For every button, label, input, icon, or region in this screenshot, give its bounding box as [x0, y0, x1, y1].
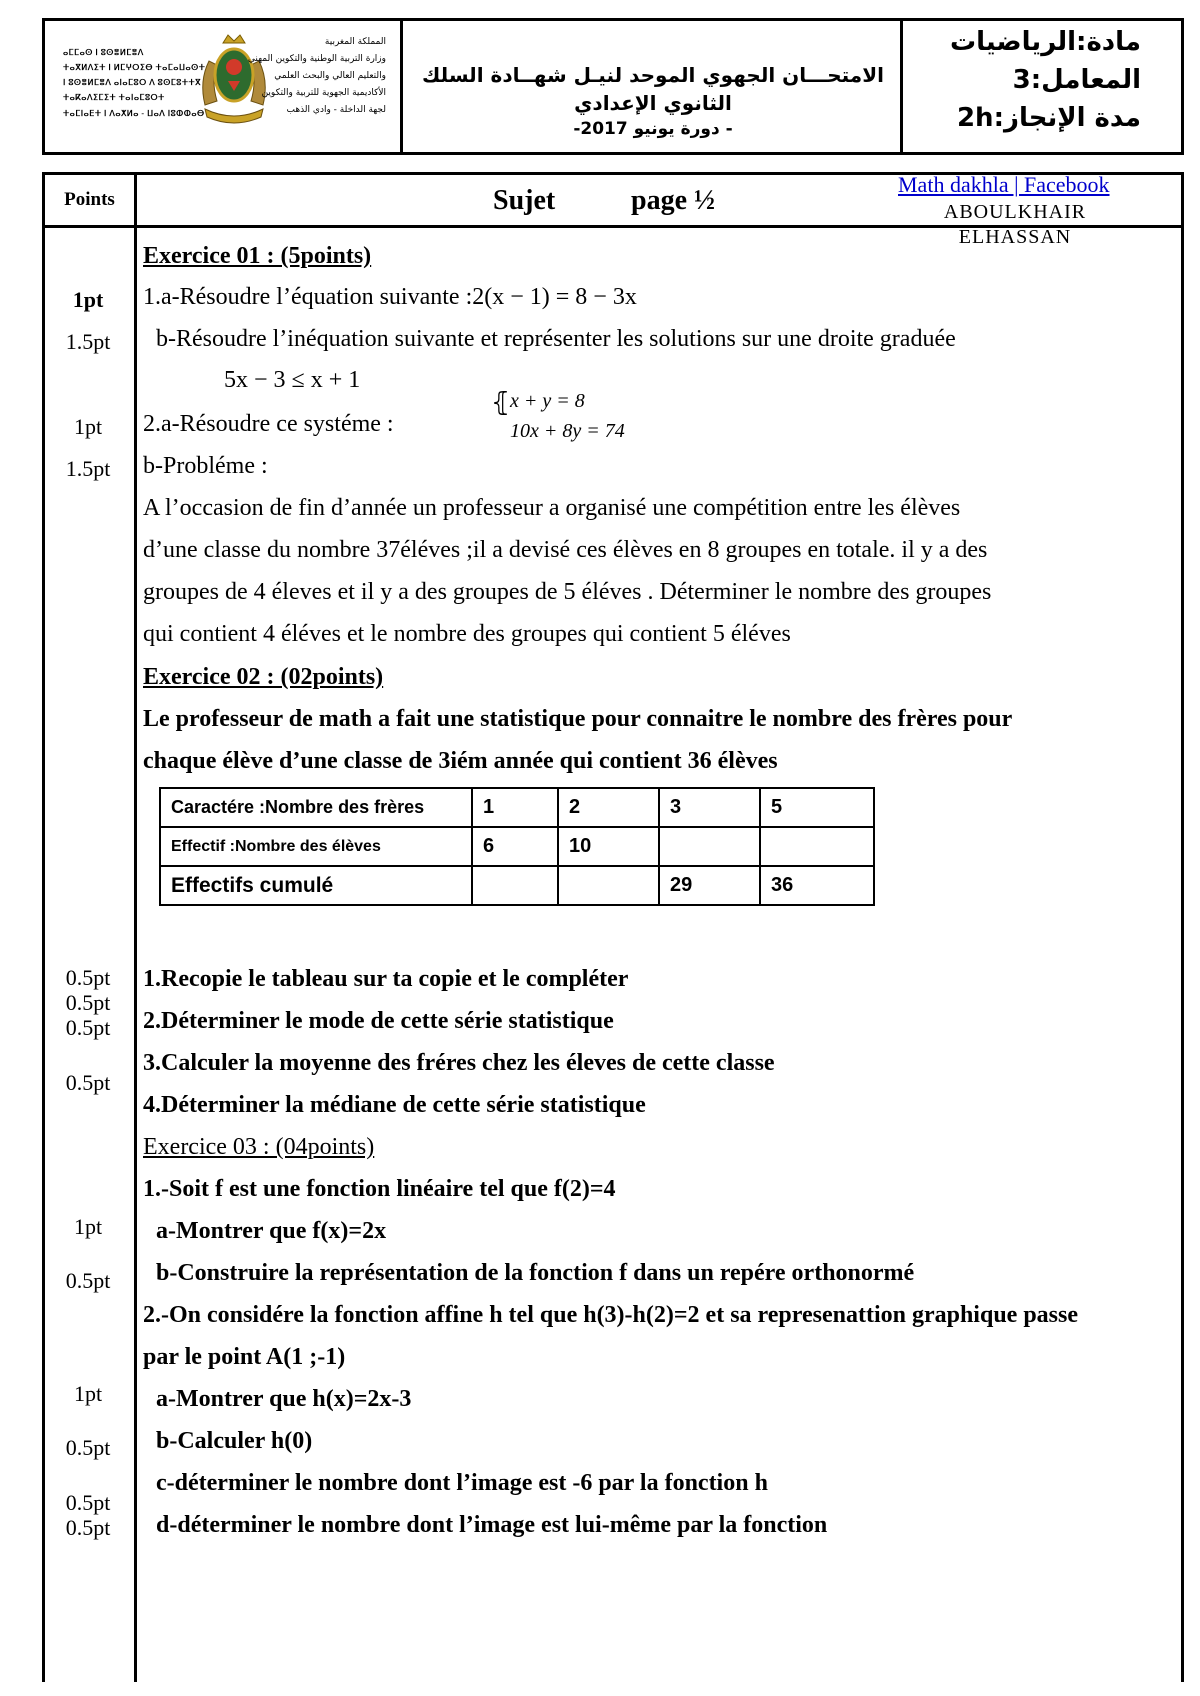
table-cell	[659, 827, 760, 866]
exercise-3-question: a-Montrer que f(x)=2x	[156, 1218, 387, 1244]
points-value: 1.5pt	[65, 456, 111, 481]
table-cell	[760, 827, 874, 866]
author-line: ELHASSAN	[958, 226, 1072, 248]
question-2a: 2.a-Résoudre ce systéme :	[143, 411, 394, 437]
table-cell: 3	[659, 788, 760, 827]
points-column-header: Points	[64, 189, 115, 210]
points-value: 1pt	[73, 1214, 103, 1239]
problem-text-line: groupes de 4 éleves et il y a des groupes de 5 éléves . Déterminer le nombre des groupes	[143, 579, 992, 605]
tifinagh-line: ⵜⴰⴳⵍⴷⵉⵜ ⵏ ⵍⵎⵖⵔⵉⴱ ⵜⴰⵎⴰⵡⴰⵙⵜ	[63, 63, 206, 72]
facebook-link[interactable]: Math dakhla | Facebook	[898, 172, 1110, 197]
duration-label: مدة الإنجاز:2h	[956, 103, 1141, 133]
arabic-header-line: الأكاديمية الجهوية للتربية والتكوين	[261, 88, 386, 98]
exercise-2-intro: Le professeur de math a fait une statistique pour connaitre le nombre des frères pour	[143, 706, 1013, 732]
exercise-3-question: 1.-Soit f est une fonction linéaire tel que f(2)=4	[143, 1176, 616, 1202]
table-cell: Effectifs cumulé	[160, 866, 472, 905]
ministry-logo-block	[45, 21, 403, 152]
table-cell	[558, 866, 659, 905]
table-cell: 5	[760, 788, 874, 827]
system-brace-icon: ⦃	[491, 388, 511, 417]
points-value: 0.5pt	[65, 990, 111, 1015]
points-value: 1pt	[72, 287, 104, 312]
points-value: 0.5pt	[65, 1268, 111, 1293]
question-1a: 1.a-Résoudre l’équation suivante :2(x − 1) = 8 − 3x	[143, 284, 637, 310]
frame-border	[1181, 172, 1184, 1682]
exercise-2-question: 4.Déterminer la médiane de cette série statistique	[143, 1092, 646, 1118]
exam-title-block	[403, 21, 903, 152]
exercise-3-question: par le point A(1 ;-1)	[143, 1344, 346, 1370]
exam-info-block	[903, 21, 1181, 152]
arabic-header-line: لجهة الداخلة - وادي الذهب	[286, 105, 386, 115]
points-value: 0.5pt	[65, 1515, 111, 1540]
table-cell: Effectif :Nombre des élèves	[160, 827, 472, 866]
points-value: 0.5pt	[65, 1070, 111, 1095]
page-number: page ½	[631, 185, 715, 216]
table-cell: Caractére :Nombre des frères	[160, 788, 472, 827]
exercise-2-question: 3.Calculer la moyenne des fréres chez les éleves de cette classe	[143, 1050, 775, 1076]
inequation-expression: 5x − 3 ≤ x + 1	[224, 367, 361, 393]
problem-text-line: qui contient 4 éléves et le nombre des groupes qui contient 5 éléves	[143, 621, 791, 647]
table-row	[160, 866, 874, 905]
exam-title-line1: الامتحـــان الجهوي الموحد لنيـل شهــادة السلك	[422, 63, 884, 87]
exercise-3-question: 2.-On considére la fonction affine h tel que h(3)-h(2)=2 et sa represenattion graphique passe	[143, 1302, 1079, 1328]
problem-text-line: A l’occasion de fin d’année un professeur a organisé une compétition entre les élèves	[143, 495, 961, 521]
points-value: 1pt	[73, 414, 103, 439]
tifinagh-line: ⴰⵎⵎⴰⵙ ⵏ ⵓⵙⴻⵍⵎⴻⴷ	[63, 48, 144, 57]
exam-session: - دورة يونيو 2017-	[573, 119, 733, 139]
exercise-3-title: Exercice 03 : (04points)	[143, 1134, 375, 1160]
table-cell: 6	[472, 827, 558, 866]
points-value: 1pt	[73, 1381, 103, 1406]
arabic-header-line: وزارة التربية الوطنية والتكوين المهني	[247, 54, 386, 64]
problem-text-line: d’une classe du nombre 37éléves ;il a devisé ces élèves en 8 groupes en totale. il y a des	[143, 537, 988, 563]
tifinagh-line: ⵏ ⵓⵙⴻⵍⵎⴻⴷ ⴰⵏⴰⵎⵓⵔ ⴷ ⵓⵙⵎⵓⵜⵜⴳ	[63, 78, 202, 87]
sujet-title: Sujet	[493, 185, 556, 216]
exercise-2-question: 1.Recopie le tableau sur ta copie et le compléter	[143, 966, 629, 992]
author-line: ABOULKHAIR	[943, 201, 1087, 223]
system-equation-1: x + y = 8	[510, 390, 585, 412]
exercise-2-intro: chaque élève d’une classe de 3iém année qui contient 36 élèves	[143, 748, 778, 774]
exercise-2-title: Exercice 02 : (02points)	[143, 664, 384, 690]
points-value: 0.5pt	[65, 965, 111, 990]
points-value: 0.5pt	[65, 1490, 111, 1515]
table-cell: 1	[472, 788, 558, 827]
exercise-3-question: b-Calculer h(0)	[156, 1428, 313, 1454]
statistics-table	[159, 787, 875, 906]
table-cell	[472, 866, 558, 905]
exercise-3-question: c-déterminer le nombre dont l’image est -6 par la fonction h	[156, 1470, 768, 1496]
exercise-3-question: a-Montrer que h(x)=2x-3	[156, 1386, 412, 1412]
tifinagh-line: ⵜⴰⵎⵏⴰⴹⵜ ⵏ ⴷⴰⵅⵍⴰ - ⵡⴰⴷ ⵏⵓⵀⵀⴰⴱ	[63, 109, 205, 118]
question-2b: b-Probléme :	[143, 453, 268, 479]
table-row	[160, 827, 874, 866]
points-column-divider	[134, 172, 137, 1682]
points-value: 0.5pt	[65, 1015, 111, 1040]
tifinagh-line: ⵜⴰⴽⴰⴷⵉⵎⵉⵜ ⵜⴰⵏⴰⵎⵓⵔⵜ	[63, 93, 165, 102]
table-cell: 29	[659, 866, 760, 905]
exercise-3-question: d-déterminer le nombre dont l’image est lui-même par la fonction	[156, 1512, 828, 1538]
author-name	[930, 200, 1100, 250]
subject-label: مادة:الرياضيات	[950, 27, 1141, 57]
question-1b: b-Résoudre l’inéquation suivante et représenter les solutions sur une droite graduée	[156, 326, 956, 352]
coat-of-arms-icon	[195, 31, 273, 129]
exercise-2-question: 2.Déterminer le mode de cette série statistique	[143, 1008, 614, 1034]
arabic-header-line: والتعليم العالي والبحث العلمي	[274, 71, 386, 81]
points-value: 1.5pt	[65, 329, 111, 354]
exam-title-line2: الثانوي الإعدادي	[574, 91, 732, 115]
table-cell: 2	[558, 788, 659, 827]
exercise-1-title: Exercice 01 : (5points)	[143, 243, 372, 269]
table-cell: 10	[558, 827, 659, 866]
system-equation-2: 10x + 8y = 74	[510, 420, 625, 442]
coefficient-label: المعامل:3	[1012, 65, 1141, 95]
points-value: 0.5pt	[65, 1435, 111, 1460]
table-cell: 36	[760, 866, 874, 905]
table-row	[160, 788, 874, 827]
arabic-header-line: المملكة المغربية	[324, 37, 386, 47]
exam-header	[42, 18, 1184, 155]
exercise-3-question: b-Construire la représentation de la fonction f dans un repére orthonormé	[156, 1260, 915, 1286]
